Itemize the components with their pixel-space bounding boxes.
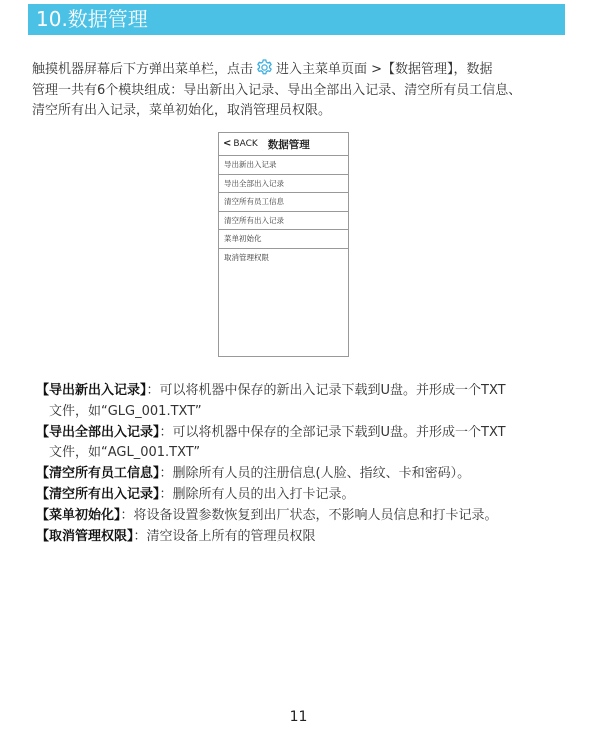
menu-item-clear-employees[interactable]: 清空所有员工信息 bbox=[219, 193, 348, 212]
menu-title: 数据管理 bbox=[267, 138, 310, 151]
section-title-bar bbox=[28, 4, 565, 35]
description-text: 清空设备上所有的管理员权限 bbox=[146, 528, 316, 544]
back-label: BACK bbox=[233, 139, 258, 149]
description-sep: ： bbox=[120, 507, 134, 523]
menu-item-reset-menu[interactable]: 菜单初始化 bbox=[219, 230, 348, 249]
section-title: 10.数据管理 bbox=[36, 7, 148, 31]
description-key: 【导出新出入记录】 bbox=[36, 383, 147, 398]
description-item bbox=[36, 506, 576, 527]
description-text: 删除所有人员的出入打卡记录。 bbox=[172, 486, 355, 502]
module-descriptions bbox=[36, 381, 576, 547]
description-key: 【菜单初始化】 bbox=[36, 507, 121, 523]
menu-item-export-new-records[interactable]: 导出新出入记录 bbox=[219, 156, 348, 175]
description-sep: ： bbox=[146, 383, 160, 398]
page-number: 11 bbox=[289, 709, 308, 725]
description-sep: ： bbox=[159, 486, 173, 502]
description-key: 【清空所有员工信息】 bbox=[36, 466, 160, 482]
intro-line3: 清空所有出入记录，菜单初始化，取消管理员权限。 bbox=[32, 103, 332, 118]
menu-item-export-all-records[interactable]: 导出全部出入记录 bbox=[219, 175, 348, 194]
description-item bbox=[36, 423, 576, 444]
description-key: 【导出全部出入记录】 bbox=[36, 424, 160, 440]
description-item bbox=[36, 381, 576, 402]
back-button[interactable] bbox=[223, 139, 258, 149]
description-item bbox=[36, 464, 576, 485]
intro-line1-part2: 进入主菜单页面 >【数据管理】，数据 bbox=[276, 62, 493, 77]
gear-icon bbox=[255, 58, 274, 77]
description-continuation: 文件，如“AGL_001.TXT” bbox=[49, 445, 201, 461]
description-item bbox=[36, 527, 576, 548]
description-text: 可以将机器中保存的新出入记录下载到U盘。并形成一个TXT bbox=[159, 383, 506, 398]
description-sep: ： bbox=[159, 466, 173, 482]
description-text: 可以将机器中保存的全部记录下载到U盘。并形成一个TXT bbox=[172, 424, 506, 440]
description-continuation: 文件，如“GLG_001.TXT” bbox=[49, 403, 202, 419]
menu-item-clear-records[interactable]: 清空所有出入记录 bbox=[219, 212, 348, 231]
description-sep: ： bbox=[133, 528, 147, 544]
description-text: 删除所有人员的注册信息(人脸、指纹、卡和密码）。 bbox=[172, 466, 471, 482]
intro-paragraph bbox=[32, 58, 582, 122]
intro-line1-part1: 触摸机器屏幕后下方弹出菜单栏，点击 bbox=[32, 62, 254, 77]
description-key: 【取消管理权限】 bbox=[36, 528, 134, 544]
intro-line2: 管理一共有6个模块组成：导出新出入记录、导出全部出入记录、清空所有员工信息、 bbox=[32, 82, 522, 98]
menu-item-cancel-admin[interactable]: 取消管理权限 bbox=[224, 252, 269, 262]
description-text: 将设备设置参数恢复到出厂状态，不影响人员信息和打卡记录。 bbox=[133, 507, 498, 523]
description-key: 【清空所有出入记录】 bbox=[36, 486, 160, 502]
description-sep: ： bbox=[159, 424, 173, 440]
chevron-left-icon: < bbox=[223, 138, 232, 149]
description-item bbox=[36, 485, 576, 506]
data-management-menu-mockup bbox=[218, 132, 349, 357]
menu-header bbox=[219, 133, 348, 156]
